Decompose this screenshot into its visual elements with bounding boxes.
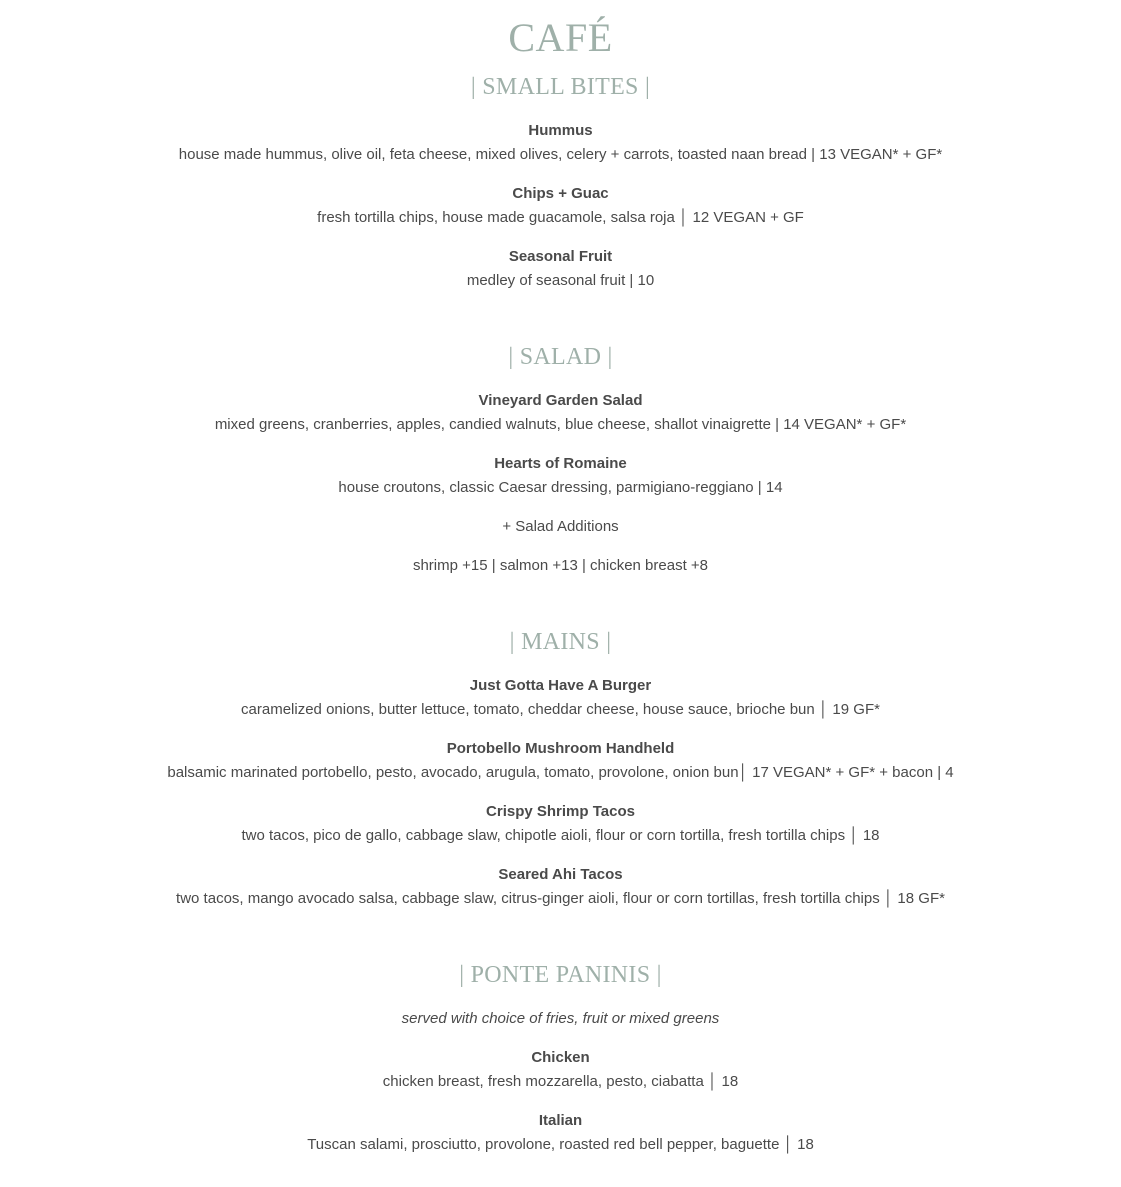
section-heading-ponte-paninis: | PONTE PANINIS | — [459, 962, 662, 988]
menu-item-name-seared-ahi-tacos: Seared Ahi Tacos — [498, 866, 623, 883]
menu-item-description-seared-ahi-tacos: two tacos, mango avocado salsa, cabbage slaw, citrus-ginger aioli, flour or corn tortillas, fresh tortilla chips │ 18 GF* — [176, 890, 945, 907]
menu-item-description-chips-guac: fresh tortilla chips, house made guacamole, salsa roja │ 12 VEGAN + GF — [317, 209, 804, 226]
menu-item-description-hearts-of-romaine: house croutons, classic Caesar dressing, parmigiano-reggiano | 14 — [338, 479, 783, 496]
menu-item-description-portobello-handheld: balsamic marinated portobello, pesto, avocado, arugula, tomato, provolone, onion bun│ 17 VEGAN* + GF* + bacon | 4 — [167, 764, 954, 781]
menu-item-name-vineyard-garden-salad: Vineyard Garden Salad — [478, 392, 643, 409]
salad-additions-label: + Salad Additions — [502, 518, 619, 535]
menu-item-name-burger: Just Gotta Have A Burger — [469, 677, 652, 694]
menu-item-description-seasonal-fruit: medley of seasonal fruit | 10 — [466, 272, 655, 289]
menu-item-description-crispy-shrimp-tacos: two tacos, pico de gallo, cabbage slaw, chipotle aioli, flour or corn tortilla, fresh tortilla chips │ 18 — [241, 827, 880, 844]
section-heading-salad: | SALAD | — [508, 344, 613, 370]
menu-item-name-crispy-shrimp-tacos: Crispy Shrimp Tacos — [486, 803, 635, 820]
menu-item-description-italian-panini: Tuscan salami, prosciutto, provolone, roasted red bell pepper, baguette │ 18 — [307, 1136, 814, 1153]
menu-item-name-seasonal-fruit: Seasonal Fruit — [508, 248, 613, 265]
menu-item-name-chips-guac: Chips + Guac — [512, 185, 609, 202]
paninis-served-with-note: served with choice of fries, fruit or mixed greens — [401, 1010, 720, 1027]
section-heading-small-bites: | SMALL BITES | — [470, 74, 651, 100]
menu-item-description-burger: caramelized onions, butter lettuce, tomato, cheddar cheese, house sauce, brioche bun │ 19 GF* — [241, 701, 880, 718]
menu-item-name-hearts-of-romaine: Hearts of Romaine — [494, 455, 627, 472]
section-heading-mains: | MAINS | — [509, 629, 612, 655]
menu-item-description-hummus: house made hummus, olive oil, feta cheese, mixed olives, celery + carrots, toasted naan bread | 13 VEGAN* + GF* — [178, 146, 943, 163]
menu-item-name-hummus: Hummus — [528, 122, 593, 139]
menu-item-name-chicken-panini: Chicken — [531, 1049, 590, 1066]
page-title: CAFÉ — [508, 15, 613, 60]
menu-item-description-chicken-panini: chicken breast, fresh mozzarella, pesto, ciabatta │ 18 — [382, 1073, 739, 1090]
salad-additions-list: shrimp +15 | salmon +13 | chicken breast +8 — [412, 557, 709, 574]
menu-item-name-italian-panini: Italian — [538, 1112, 583, 1129]
menu-item-description-vineyard-garden-salad: mixed greens, cranberries, apples, candied walnuts, blue cheese, shallot vinaigrette | 14 VEGAN* + GF* — [214, 416, 907, 433]
menu-item-name-portobello-handheld: Portobello Mushroom Handheld — [446, 740, 675, 757]
